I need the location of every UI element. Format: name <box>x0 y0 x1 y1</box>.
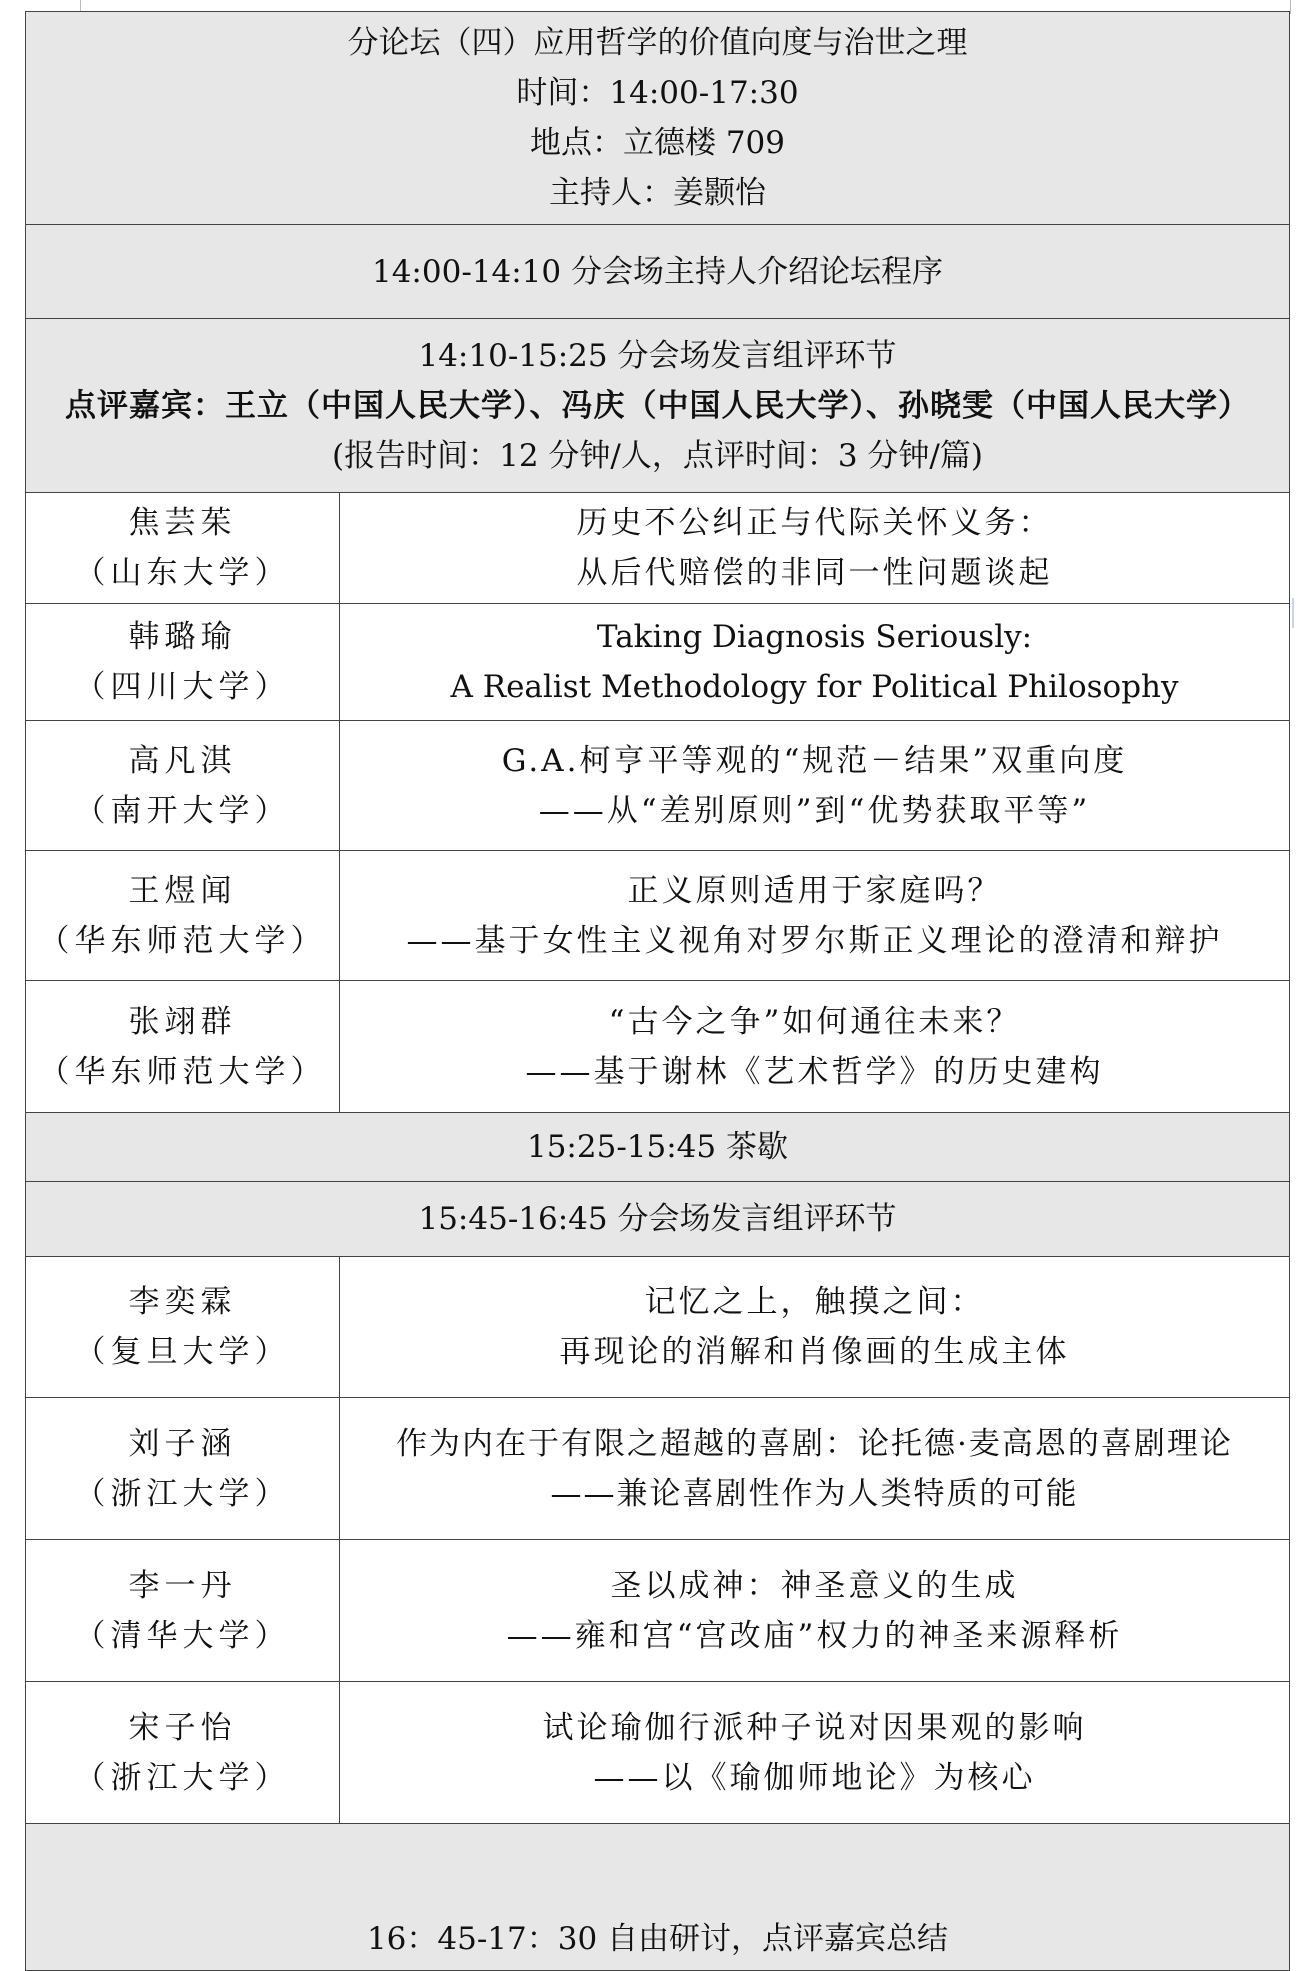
speaker-university: （复旦大学） <box>74 1334 291 1370</box>
talk-title: 历史不公纠正与代际关怀义务： <box>576 505 1053 541</box>
speaker-name: 李一丹 <box>128 1567 237 1604</box>
closing-cell <box>26 1824 1290 1971</box>
talk-title: 记忆之上，触摸之间： <box>644 1284 985 1320</box>
talk-title: 试论瑜伽行派种子说对因果观的影响 <box>542 1709 1087 1746</box>
talk-title-cell <box>340 604 1290 721</box>
speaker-cell <box>26 981 340 1113</box>
speaker-name: 刘子涵 <box>128 1425 237 1462</box>
speaker-university: （浙江大学） <box>74 1475 291 1512</box>
closing-text: 16：45-17：30 自由研讨，点评嘉宾总结 <box>366 1921 949 1957</box>
session1-timing: (报告时间：12 分钟/人，点评时间：3 分钟/篇) <box>332 437 983 474</box>
break-row <box>26 1113 1290 1182</box>
speaker-university: （浙江大学） <box>74 1759 291 1796</box>
talk-subtitle: ——基于谢林《艺术哲学》的历史建构 <box>525 1053 1104 1090</box>
talk-subtitle: ——以《瑜伽师地论》为核心 <box>593 1759 1036 1796</box>
session2-header: 15:45-16:45 分会场发言组评环节 <box>418 1201 897 1237</box>
speaker-university: （华东师范大学） <box>38 1053 327 1090</box>
talk-title-cell <box>340 981 1290 1113</box>
talk-row <box>26 1257 1290 1398</box>
session1-header-row <box>26 319 1290 493</box>
speaker-name: 宋子怡 <box>128 1709 237 1746</box>
speaker-university: （华东师范大学） <box>38 922 327 959</box>
speaker-cell <box>26 604 340 721</box>
talk-row <box>26 721 1290 851</box>
speaker-name: 焦芸茱 <box>128 505 237 541</box>
break-cell <box>26 1113 1290 1182</box>
opening-row <box>26 225 1290 319</box>
talk-title: 圣以成神：神圣意义的生成 <box>610 1567 1019 1604</box>
talk-title: Taking Diagnosis Seriously: <box>596 619 1033 655</box>
talk-title-cell <box>340 1682 1290 1824</box>
talk-row <box>26 493 1290 604</box>
talk-row <box>26 604 1290 721</box>
talk-subtitle: ——从“差别原则”到“优势获取平等” <box>538 792 1091 829</box>
talk-title: “古今之争”如何通往未来？ <box>608 1003 1021 1040</box>
forum-header-row <box>26 12 1290 225</box>
talk-title-cell <box>340 1257 1290 1398</box>
speaker-name: 张翊群 <box>128 1003 237 1040</box>
talk-title: 作为内在于有限之超越的喜剧：论托德·麦高恩的喜剧理论 <box>396 1425 1233 1462</box>
session1-header: 14:10-15:25 分会场发言组评环节 <box>418 337 897 374</box>
talk-title-cell <box>340 493 1290 604</box>
talk-subtitle: A Realist Methodology for Political Philosophy <box>450 669 1179 705</box>
talk-subtitle: 再现论的消解和肖像画的生成主体 <box>559 1334 1070 1370</box>
speaker-university: （山东大学） <box>74 555 291 591</box>
talk-subtitle: ——兼论喜剧性作为人类特质的可能 <box>550 1475 1079 1512</box>
talk-title: G.A.柯亨平等观的“规范－结果”双重向度 <box>501 742 1128 779</box>
forum-header-cell <box>26 12 1290 225</box>
forum-title: 分论坛（四）应用哲学的价值向度与治世之理 <box>347 25 968 61</box>
scroll-indicator <box>1292 598 1294 628</box>
speaker-university: （清华大学） <box>74 1617 291 1654</box>
page-edge-right <box>1290 0 1291 14</box>
talk-title-cell <box>340 721 1290 851</box>
talk-row <box>26 1682 1290 1824</box>
talk-row <box>26 851 1290 981</box>
opening-text: 14:00-14:10 分会场主持人介绍论坛程序 <box>371 253 943 290</box>
forum-place: 地点：立德楼 709 <box>529 125 786 161</box>
talk-title-cell <box>340 1398 1290 1540</box>
speaker-cell <box>26 1398 340 1540</box>
forum-time: 时间：14:00-17:30 <box>516 75 799 111</box>
speaker-university: （四川大学） <box>74 669 291 705</box>
talk-title-cell <box>340 851 1290 981</box>
speaker-cell <box>26 721 340 851</box>
speaker-name: 高凡淇 <box>128 742 237 779</box>
speaker-university: （南开大学） <box>74 792 291 829</box>
speaker-name: 王煜闻 <box>128 872 237 909</box>
talk-title: 正义原则适用于家庭吗？ <box>627 872 1002 909</box>
forum-program-table <box>25 11 1290 1971</box>
talk-subtitle: ——雍和宫“宫改庙”权力的神圣来源释析 <box>506 1617 1123 1654</box>
break-text: 15:25-15:45 茶歇 <box>526 1129 788 1165</box>
session2-header-cell <box>26 1182 1290 1257</box>
speaker-cell <box>26 851 340 981</box>
talk-row <box>26 981 1290 1113</box>
speaker-cell <box>26 1682 340 1824</box>
speaker-name: 韩璐瑜 <box>128 619 237 655</box>
session2-header-row <box>26 1182 1290 1257</box>
talk-title-cell <box>340 1540 1290 1682</box>
talk-subtitle: 从后代赔偿的非同一性问题谈起 <box>576 555 1053 591</box>
speaker-cell <box>26 1257 340 1398</box>
opening-cell <box>26 225 1290 319</box>
session1-reviewers: 点评嘉宾：王立（中国人民大学）、冯庆（中国人民大学）、孙晓雯（中国人民大学） <box>65 387 1250 424</box>
speaker-name: 李奕霖 <box>128 1284 237 1320</box>
talk-row <box>26 1398 1290 1540</box>
talk-row <box>26 1540 1290 1682</box>
closing-row <box>26 1824 1290 1971</box>
forum-host: 主持人：姜颢怡 <box>549 175 766 211</box>
session1-header-cell <box>26 319 1290 493</box>
talk-subtitle: ——基于女性主义视角对罗尔斯正义理论的澄清和辩护 <box>406 922 1223 959</box>
speaker-cell <box>26 1540 340 1682</box>
speaker-cell <box>26 493 340 604</box>
